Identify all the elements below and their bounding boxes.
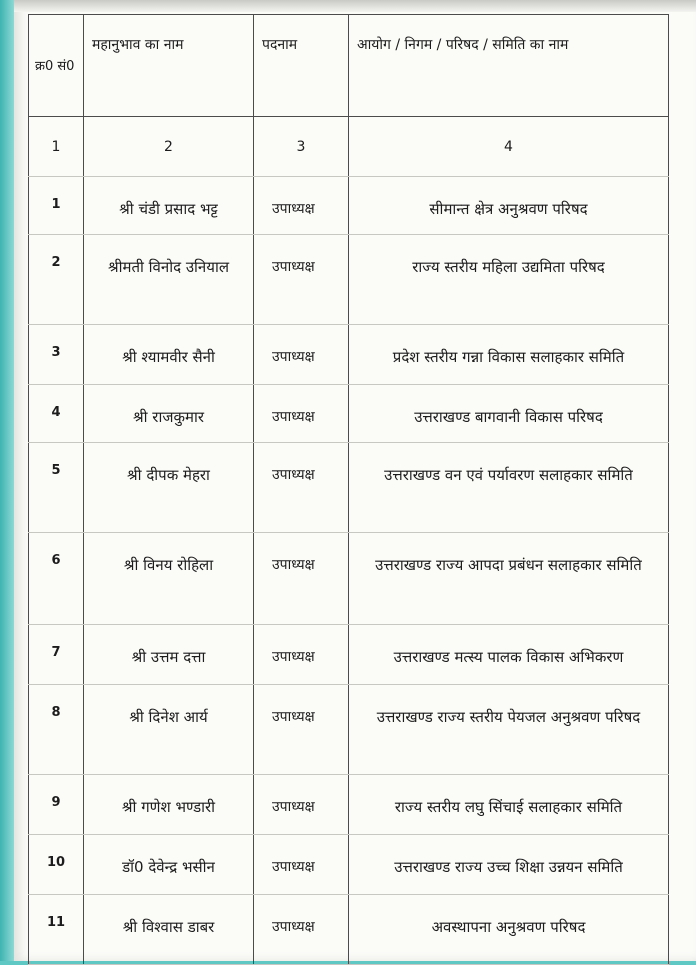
column-number: 4: [349, 117, 669, 177]
table-row: [29, 325, 669, 385]
serial-cell: 6: [29, 533, 84, 625]
table-row: [29, 235, 669, 325]
column-number: 2: [84, 117, 254, 177]
name-cell: श्री राजकुमार: [84, 385, 254, 443]
serial-cell: 2: [29, 235, 84, 325]
serial-cell: 10: [29, 835, 84, 895]
page-top-shadow: [14, 0, 696, 12]
body-cell: उत्तराखण्ड राज्य स्तरीय पेयजल अनुश्रवण परिषद: [349, 685, 669, 775]
header-row: [29, 15, 669, 117]
serial-cell: 9: [29, 775, 84, 835]
table-row: [29, 625, 669, 685]
designation-cell: उपाध्यक्ष: [254, 775, 349, 835]
serial-cell: 8: [29, 685, 84, 775]
body-cell: उत्तराखण्ड वन एवं पर्यावरण सलाहकार समिति: [349, 443, 669, 533]
name-cell: श्रीमती विनोद उनियाल: [84, 235, 254, 325]
name-cell: श्री विनय रोहिला: [84, 533, 254, 625]
body-cell: राज्य स्तरीय महिला उद्यमिता परिषद: [349, 235, 669, 325]
body-cell: सीमान्त क्षेत्र अनुश्रवण परिषद: [349, 177, 669, 235]
background-edge: [0, 0, 14, 961]
body-cell: प्रदेश स्तरीय गन्ना विकास सलाहकार समिति: [349, 325, 669, 385]
designation-cell: उपाध्यक्ष: [254, 325, 349, 385]
body-cell: उत्तराखण्ड मत्स्य पालक विकास अभिकरण: [349, 625, 669, 685]
name-cell: श्री गणेश भण्डारी: [84, 775, 254, 835]
serial-cell: 4: [29, 385, 84, 443]
table-row: [29, 685, 669, 775]
table-row: [29, 895, 669, 965]
designation-cell: उपाध्यक्ष: [254, 177, 349, 235]
serial-cell: 7: [29, 625, 84, 685]
header-serial: क्र0 सं0: [29, 15, 84, 117]
body-cell: राज्य स्तरीय लघु सिंचाई सलाहकार समिति: [349, 775, 669, 835]
serial-cell: 5: [29, 443, 84, 533]
table-row: [29, 443, 669, 533]
table-row: [29, 177, 669, 235]
column-number: 3: [254, 117, 349, 177]
body-cell: उत्तराखण्ड बागवानी विकास परिषद: [349, 385, 669, 443]
designation-cell: उपाध्यक्ष: [254, 533, 349, 625]
designation-cell: उपाध्यक्ष: [254, 235, 349, 325]
name-cell: श्री उत्तम दत्ता: [84, 625, 254, 685]
header-designation: पदनाम: [254, 15, 349, 117]
designation-cell: उपाध्यक्ष: [254, 443, 349, 533]
serial-cell: 11: [29, 895, 84, 965]
body-cell: अवस्थापना अनुश्रवण परिषद: [349, 895, 669, 965]
body-cell: उत्तराखण्ड राज्य आपदा प्रबंधन सलाहकार समिति: [349, 533, 669, 625]
header-name: महानुभाव का नाम: [84, 15, 254, 117]
body-cell: उत्तराखण्ड राज्य उच्च शिक्षा उन्नयन समिति: [349, 835, 669, 895]
name-cell: श्री दिनेश आर्य: [84, 685, 254, 775]
serial-cell: 3: [29, 325, 84, 385]
name-cell: श्री दीपक मेहरा: [84, 443, 254, 533]
table-row: [29, 533, 669, 625]
column-number-row: [29, 117, 669, 177]
table-row: [29, 775, 669, 835]
serial-cell: 1: [29, 177, 84, 235]
name-cell: डॉ0 देवेन्द्र भसीन: [84, 835, 254, 895]
designation-cell: उपाध्यक्ष: [254, 835, 349, 895]
designation-cell: उपाध्यक्ष: [254, 685, 349, 775]
name-cell: श्री श्यामवीर सैनी: [84, 325, 254, 385]
appointments-table: [28, 14, 669, 965]
name-cell: श्री विश्वास डाबर: [84, 895, 254, 965]
name-cell: श्री चंडी प्रसाद भट्ट: [84, 177, 254, 235]
header-body: आयोग / निगम / परिषद / समिति का नाम: [349, 15, 669, 117]
table-row: [29, 385, 669, 443]
table-row: [29, 835, 669, 895]
column-number: 1: [29, 117, 84, 177]
designation-cell: उपाध्यक्ष: [254, 385, 349, 443]
designation-cell: उपाध्यक्ष: [254, 625, 349, 685]
designation-cell: उपाध्यक्ष: [254, 895, 349, 965]
